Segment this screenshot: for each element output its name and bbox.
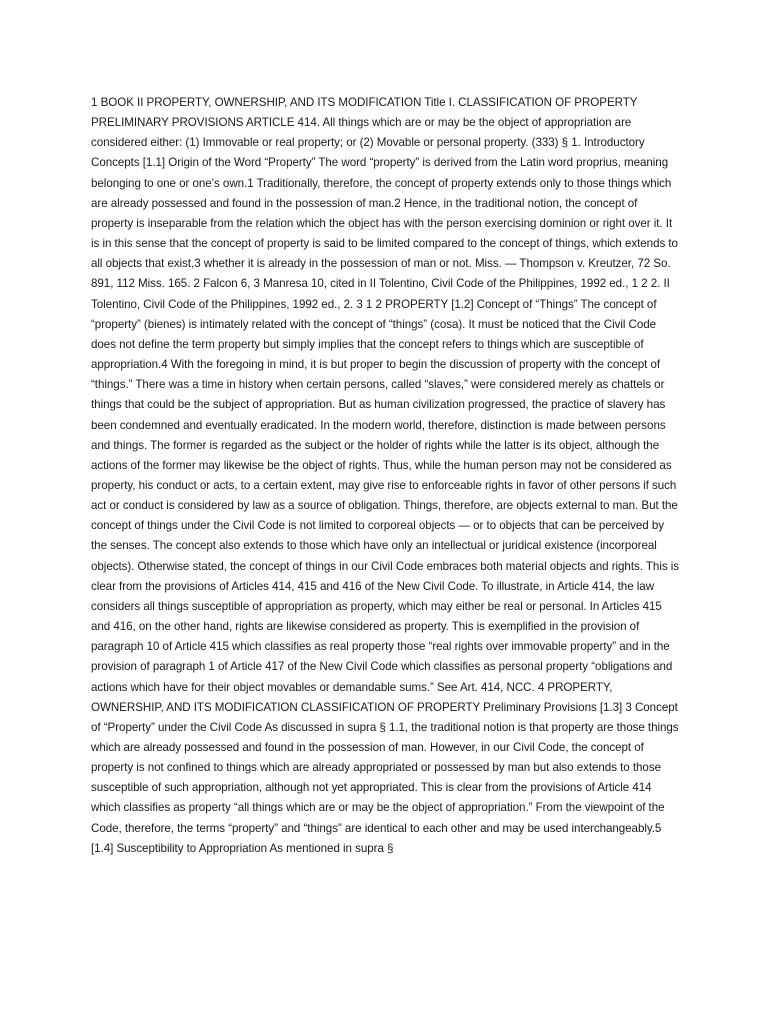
document-page [91,93,680,859]
document-body-text: 1 BOOK II PROPERTY, OWNERSHIP, AND ITS MODIFICATION Title I. CLASSIFICATION OF PROPERTY PRELIMINARY PROVISIONS ARTICLE 414. All things which are or may be the object of appropriation are considered either: (1) Immovable or real property; or (2) Movable or personal property. (333) § 1. Introductory Concepts [1.1] Origin of the Word “Property” The word “property” is derived from the Latin word proprius, meaning belonging to one or one’s own.1 Traditionally, therefore, the concept of property extends only to those things which are already possessed and found in the possession of man.2 Hence, in the traditional notion, the concept of property is inseparable from the relation which the object has with the person exercising dominion or right over it. It is in this sense that the concept of property is said to be limited compared to the concept of things, which extends to all objects that exist,3 whether it is already in the possession of man or not. Miss. — Thompson v. Kreutzer, 72 So. 891, 112 Miss. 165. 2 Falcon 6, 3 Manresa 10, cited in II Tolentino, Civil Code of the Philippines, 1992 ed., 1 2 2. II Tolentino, Civil Code of the Philippines, 1992 ed., 2. 3 1 2 PROPERTY [1.2] Concept of “Things” The concept of “property” (bienes) is intimately related with the concept of “things” (cosa). It must be noticed that the Civil Code does not define the term property but simply implies that the concept refers to things which are susceptible of appropriation.4 With the foregoing in mind, it is but proper to begin the discussion of property with the concept of “things.” There was a time in history when certain persons, called “slaves,” were considered merely as chattels or things that could be the subject of appropriation. But as human civilization progressed, the practice of slavery has been condemned and eventually eradicated. In the modern world, therefore, distinction is made between persons and things. The former is regarded as the subject or the holder of rights while the latter is its object, although the actions of the former may likewise be the object of rights. Thus, while the human person may not be considered as property, his conduct or acts, to a certain extent, may give rise to enforceable rights in favor of other persons if such act or conduct is considered by law as a source of obligation. Things, therefore, are objects external to man. But the concept of things under the Civil Code is not limited to corporeal objects — or to objects that can be perceived by the senses. The concept also extends to those which have only an intellectual or juridical existence (incorporeal objects). Otherwise stated, the concept of things in our Civil Code embraces both material objects and rights. This is clear from the provisions of Articles 414, 415 and 416 of the New Civil Code. To illustrate, in Article 414, the law considers all things susceptible of appropriation as property, which may either be real or personal. In Articles 415 and 416, on the other hand, rights are likewise considered as property. This is exemplified in the provision of paragraph 10 of Article 415 which classifies as real property those “real rights over immovable property” and in the provision of paragraph 1 of Article 417 of the New Civil Code which classifies as personal property “obligations and actions which have for their object movables or demandable sums.” See Art. 414, NCC. 4 PROPERTY, OWNERSHIP, AND ITS MODIFICATION CLASSIFICATION OF PROPERTY Preliminary Provisions [1.3] 3 Concept of “Property” under the Civil Code As discussed in supra § 1.1, the traditional notion is that property are those things which are already possessed and found in the possession of man. However, in our Civil Code, the concept of property is not confined to things which are already appropriated or possessed by man but also extends to those susceptible of such appropriation, although not yet appropriated. This is clear from the provisions of Article 414 which classifies as property “all things which are or may be the object of appropriation.” From the viewpoint of the Code, therefore, the terms “property” and “things” are identical to each other and may be used interchangeably.5 [1.4] Susceptibility to Appropriation As mentioned in supra § [91,96,680,855]
